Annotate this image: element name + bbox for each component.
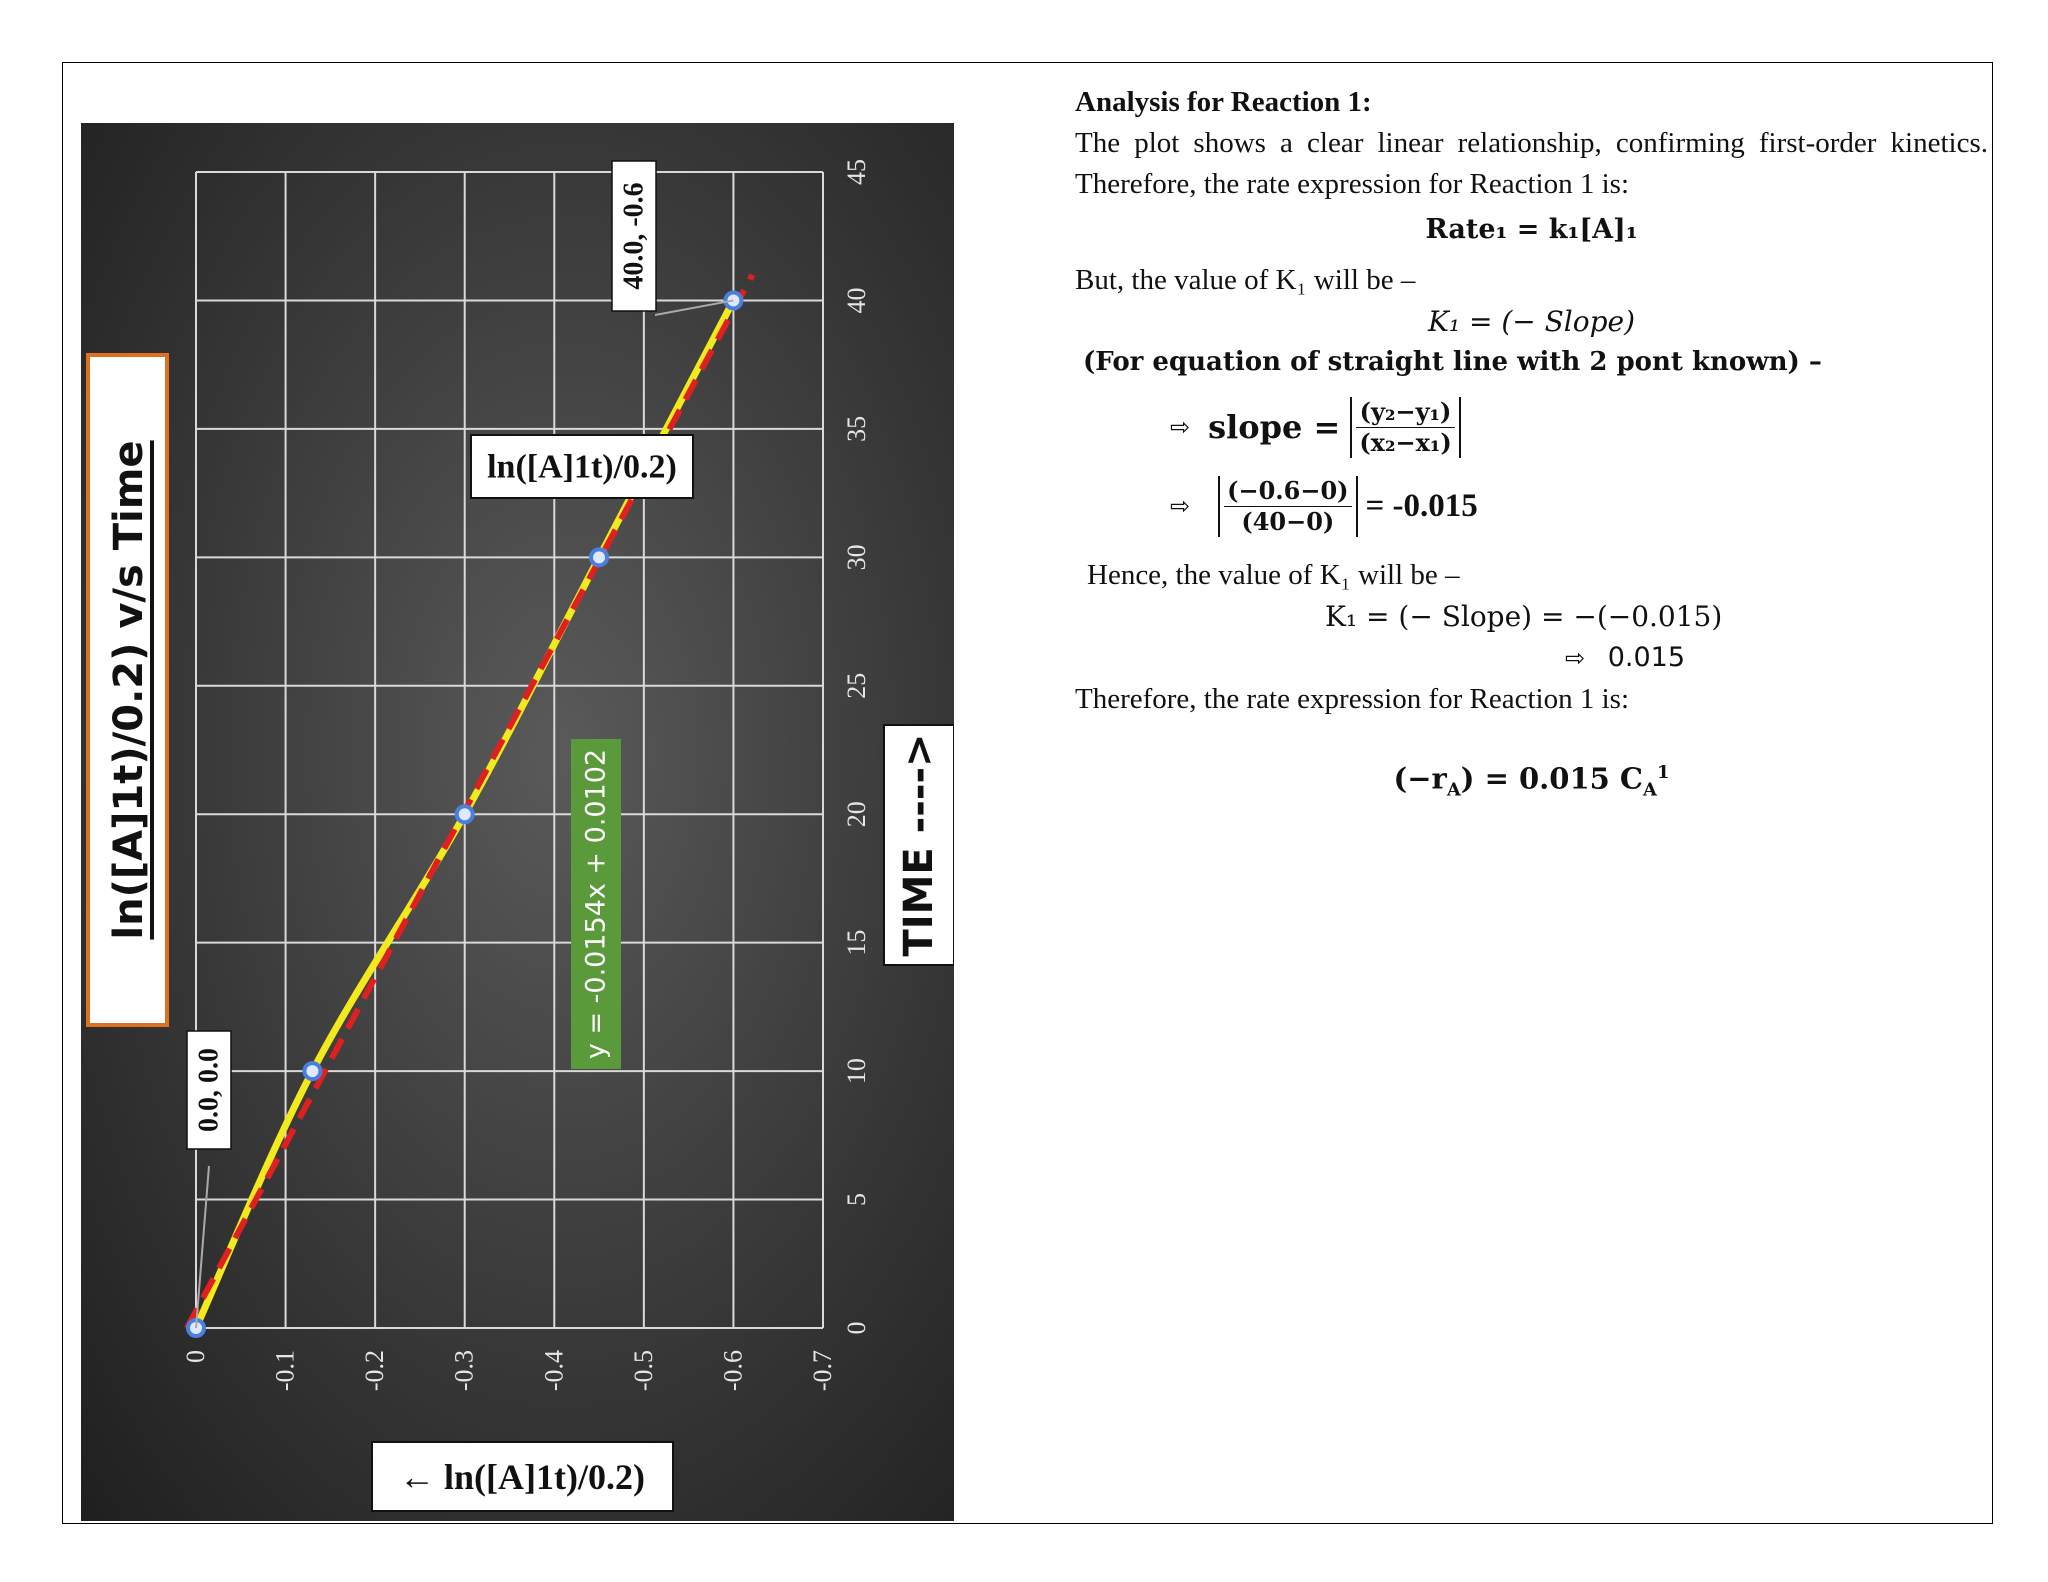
slope-label: slope = [1208,408,1341,446]
series-label-box [471,435,693,498]
svg-text:ln([A]1t)/0.2) v/s Time: ln([A]1t)/0.2) v/s Time [106,440,152,940]
annotation-end [612,161,656,311]
slope-fraction [1356,397,1454,458]
analysis-heading: Analysis for Reaction 1: [1075,86,1372,118]
k-equation: K₁ = (− Slope) [1427,305,1636,338]
k-value: 0.015 [1607,642,1685,673]
k-final-value [1565,637,1988,679]
y-tick-label: 0 [181,1350,210,1363]
y-tick-label: -0.2 [360,1350,390,1392]
calc-denominator: (40−0) [1241,507,1335,536]
y-tick-label: -0.5 [628,1350,658,1392]
x-tick-label: 10 [842,1058,871,1085]
svg-text:40.0, -0.6: 40.0, -0.6 [618,182,650,290]
calc-numerator: (−0.6−0) [1224,476,1351,507]
x-tick-label: 15 [842,929,871,956]
annotation-leader [655,300,733,315]
chart-title [88,355,167,1025]
y-tick-label: -0.7 [808,1350,837,1392]
svg-text:ln([A]1t)/0.2): ln([A]1t)/0.2) [487,448,677,486]
analysis-text [1075,82,1988,810]
slope-denominator: (x₂−x₁) [1359,428,1452,457]
svg-text:← ln([A]1t)/0.2): ← ln([A]1t)/0.2) [399,1457,645,1497]
x-tick-label: 0 [842,1321,871,1335]
x-tick-label: 35 [842,415,871,442]
k-final-equation: K₁ = (− Slope) = −(−0.015) [1325,600,1723,633]
arrow-icon: ⇨ [1170,413,1191,441]
data-point [591,549,607,565]
y-tick-label: -0.4 [539,1350,569,1392]
calc-result: = -0.015 [1365,488,1478,524]
x-tick-label: 45 [842,159,871,185]
annotation-origin [187,1031,231,1149]
arrow-icon: ⇨ [1565,644,1586,672]
slope-formula [1170,397,1988,458]
y-tick-label: -0.3 [449,1350,479,1392]
x-tick-label: 20 [842,801,871,828]
data-point [304,1063,320,1079]
svg-text:y = -0.0154x + 0.0102: y = -0.0154x + 0.0102 [580,748,612,1060]
paragraph-linear: The plot shows a clear linear relationship, confirming first-order kinetics. Therefore, the rate expression for Reaction 1 is: [1075,127,1988,200]
hence-line: Hence, the value of K₁ will be – [1087,559,1460,591]
svg-text:0.0, 0.0: 0.0, 0.0 [193,1048,225,1132]
therefore-line: Therefore, the rate expression for Reaction 1 is: [1075,683,1630,715]
straight-line-note: (For equation of straight line with 2 pont known) – [1083,347,1822,377]
trendline-equation [571,739,621,1069]
slope-numerator: (y₂−y₁) [1356,397,1454,428]
calc-fraction [1224,476,1351,537]
y-tick-label: -0.6 [718,1350,748,1392]
slope-calculation [1170,476,1988,537]
x-tick-label: 5 [842,1193,871,1207]
x-tick-label: 40 [842,287,871,314]
chart-panel [81,123,954,1521]
svg-text:TIME ---->: TIME ----> [896,733,942,957]
x-tick-label: 25 [842,672,871,699]
rate-equation: Rate₁ = k₁[A]₁ [1425,214,1638,245]
y-tick-label: -0.1 [270,1350,300,1392]
y-axis-label [372,1442,673,1511]
x-tick-label: 30 [842,544,871,571]
arrow-icon: ⇨ [1170,492,1191,520]
final-rate-equation: $(-r_A) = 0.015$ $C_A^1$ [1393,761,1670,801]
x-axis-label [884,725,954,965]
data-point [457,806,473,822]
k-value-intro: But, the value of K₁ will be – [1075,264,1416,296]
chart [81,123,954,1521]
